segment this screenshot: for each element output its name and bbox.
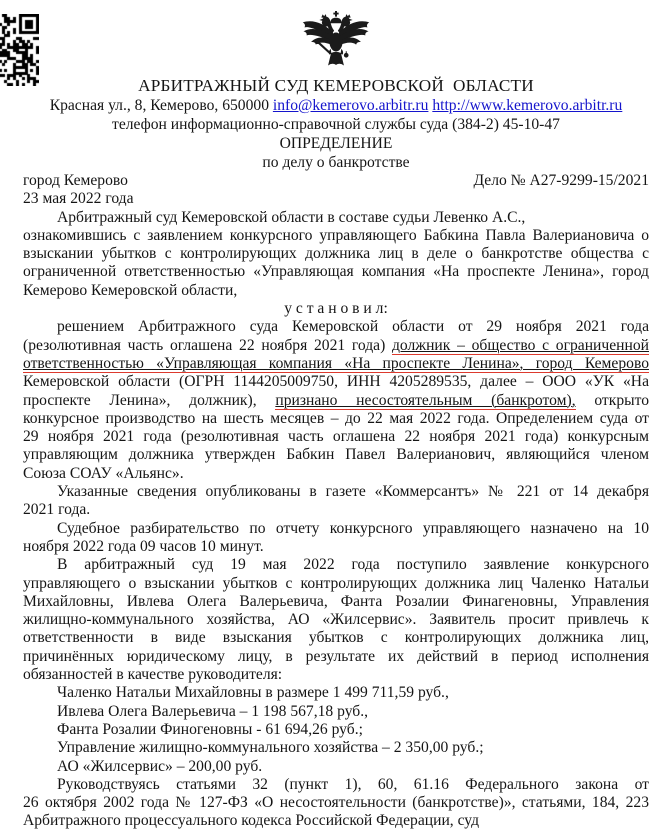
doc-line — [23, 355, 649, 373]
doc-text: Кемеровской области (ОГРН 1144205009750, ИНН 4205289535, далее – ООО «УК «На — [23, 373, 649, 391]
doc-text: Фанта Розалии Финогеновны - 61 694,26 руб.; — [57, 720, 363, 738]
doc-text: Ивлева Олега Валерьевича – 1 198 567,18 руб., — [57, 702, 369, 720]
doc-text: жилищно-коммунального хозяйства, АО «Жилсервис». Заявитель просит привлечь к — [23, 611, 649, 629]
doc-line — [23, 575, 649, 593]
case-number: Дело № А27-9299-15/2021 — [473, 172, 649, 189]
doc-text: АО «Жилсервис» – 200,00 руб. — [57, 757, 263, 775]
claim-item — [23, 721, 649, 739]
claim-item — [23, 758, 649, 776]
red-annotation-underline: ответственностью «Управляющая компания «На проспекте Ленина», город Кемерово — [23, 355, 649, 373]
doc-text: ОПРЕДЕЛЕНИЕ — [279, 135, 393, 152]
doc-line — [23, 593, 649, 611]
email-link[interactable]: info@kemerovo.arbitr.ru — [272, 97, 429, 114]
doc-text: обязанностей в качестве руководителя: — [23, 666, 283, 684]
doc-text: 23 мая 2022 года — [23, 190, 134, 208]
doc-line — [23, 501, 649, 519]
doc-line — [23, 556, 649, 574]
doc-line — [23, 318, 649, 336]
city-and-case-line — [23, 172, 649, 190]
claim-item — [23, 703, 649, 721]
doc-text: Чаленко Натальи Михайловны в размере 1 499 711,59 руб., — [57, 684, 449, 702]
doc-line — [23, 611, 649, 629]
doc-text: Красная ул., 8, Кемерово, 650000 — [49, 97, 273, 114]
doc-text: решением Арбитражного суда Кемеровской области от 29 ноября 2021 года — [57, 318, 649, 336]
doc-text: причинённых юридическому лицу, в результате их действий в период исполнения — [23, 647, 649, 665]
doc-line — [23, 465, 649, 483]
doc-text: Управление жилищно-коммунального хозяйства – 2 350,00 руб.; — [57, 739, 484, 757]
doc-text: Кемерово Кемеровской области, — [23, 281, 238, 299]
doc-line — [23, 392, 649, 410]
court-name — [23, 76, 649, 96]
doc-text: Михайловны, Ивлева Олега Валерьевича, Фанта Розалии Финагеновны, Управления — [23, 592, 649, 610]
doc-text: ответственности в виде взыскания убытков с контролирующих должника лиц, — [23, 629, 649, 647]
qr-code — [0, 14, 39, 86]
doc-text: ограниченной ответственностью «Управляющая компания «На проспекте Ленина», город — [23, 263, 649, 281]
doc-text: АРБИТРАЖНЫЙ СУД КЕМЕРОВСКОЙ ОБЛАСТИ — [138, 76, 534, 95]
doc-text: у с т а н о в и л: — [284, 300, 388, 318]
doc-line — [23, 245, 649, 263]
doc-line — [23, 483, 649, 501]
claim-item — [23, 684, 649, 702]
red-annotation-underline: признано несостоятельным (банкротом), — [275, 392, 575, 410]
doc-text: открыто — [575, 391, 649, 409]
doc-line — [23, 629, 649, 647]
doc-line — [23, 428, 649, 446]
doc-text: управляющего о взыскании убытков с контролирующих должника лиц Чаленко Натальи — [23, 574, 649, 592]
doc-text: по делу о банкротстве — [262, 154, 410, 171]
red-annotation-underline: должник – общество с ограниченной — [392, 337, 649, 355]
doc-line — [23, 227, 649, 245]
doc-line — [23, 410, 649, 428]
doc-text: Арбитражный суд Кемеровской области в составе судьи Левенко А.С., — [57, 208, 526, 226]
doc-text: 26 октября 2002 года № 127-ФЗ «О несостоятельности (банкротстве)», статьями, 184, 223 — [23, 794, 649, 812]
doc-text: ноября 2022 года 09 часов 10 минут. — [23, 537, 264, 555]
doc-line — [23, 812, 649, 830]
doc-line — [23, 538, 649, 556]
document-lines — [0, 76, 671, 831]
doc-text: телефон информационно-справочной службы суда (384-2) 45-10-47 — [112, 116, 560, 133]
doc-text: (резолютивная часть оглашена 22 ноября 2021 года) — [23, 336, 392, 354]
doc-line — [23, 520, 649, 538]
doc-line — [23, 776, 649, 794]
doc-line — [23, 373, 649, 391]
doc-text: 29 ноября 2021 года (резолютивная часть оглашена 22 ноября 2021 года) конкурсным — [23, 428, 649, 446]
doc-line — [23, 263, 649, 281]
ustanovil-heading — [23, 300, 649, 318]
doc-text: взыскании убытков с контролирующих должника лиц в деле о банкротстве общества с — [23, 245, 649, 263]
doc-line — [23, 282, 649, 300]
doc-line — [23, 666, 649, 684]
doc-type-title — [23, 134, 649, 153]
doc-line — [23, 209, 649, 227]
court-address-line — [23, 96, 649, 115]
doc-text: В арбитражный суд 19 мая 2022 года поступило заявление конкурсного — [57, 556, 649, 574]
doc-date-line — [23, 190, 649, 208]
doc-line — [23, 337, 649, 355]
doc-line — [23, 648, 649, 666]
doc-text: Союза СОАУ «Альянс». — [23, 464, 184, 482]
city-label: город Кемерово — [23, 172, 128, 189]
doc-text: Арбитражного процессуального кодекса Российской Федерации, суд — [23, 812, 480, 830]
doc-text: конкурсное производство на шесть месяцев – до 22 мая 2022 года. Определением суда от — [23, 409, 649, 427]
doc-line — [23, 794, 649, 812]
court-phone-line — [23, 115, 649, 134]
claim-item — [23, 739, 649, 757]
doc-line — [23, 446, 649, 464]
doc-text: проспекте Ленина», должник), — [23, 391, 276, 409]
doc-text: Указанные сведения опубликованы в газете «Коммерсантъ» № 221 от 14 декабря — [57, 483, 649, 501]
doc-text: 2021 года. — [23, 501, 91, 519]
doc-text: ознакомившись с заявлением конкурсного управляющего Бабкина Павла Валериановича о — [23, 226, 649, 244]
doc-text: Судебное разбирательство по отчету конкурсного управляющего назначено на 10 — [57, 519, 649, 537]
doc-text: Руководствуясь статьями 32 (пункт 1), 60, 61.16 Федерального закона от — [57, 775, 649, 793]
russia-coat-of-arms-icon — [298, 11, 374, 73]
doc-subtype-title — [23, 153, 649, 172]
website-link[interactable]: http://www.kemerovo.arbitr.ru — [432, 97, 623, 114]
doc-text: управляющим должника утвержден Бабкин Павел Валерианович, являющийся членом — [23, 446, 649, 464]
